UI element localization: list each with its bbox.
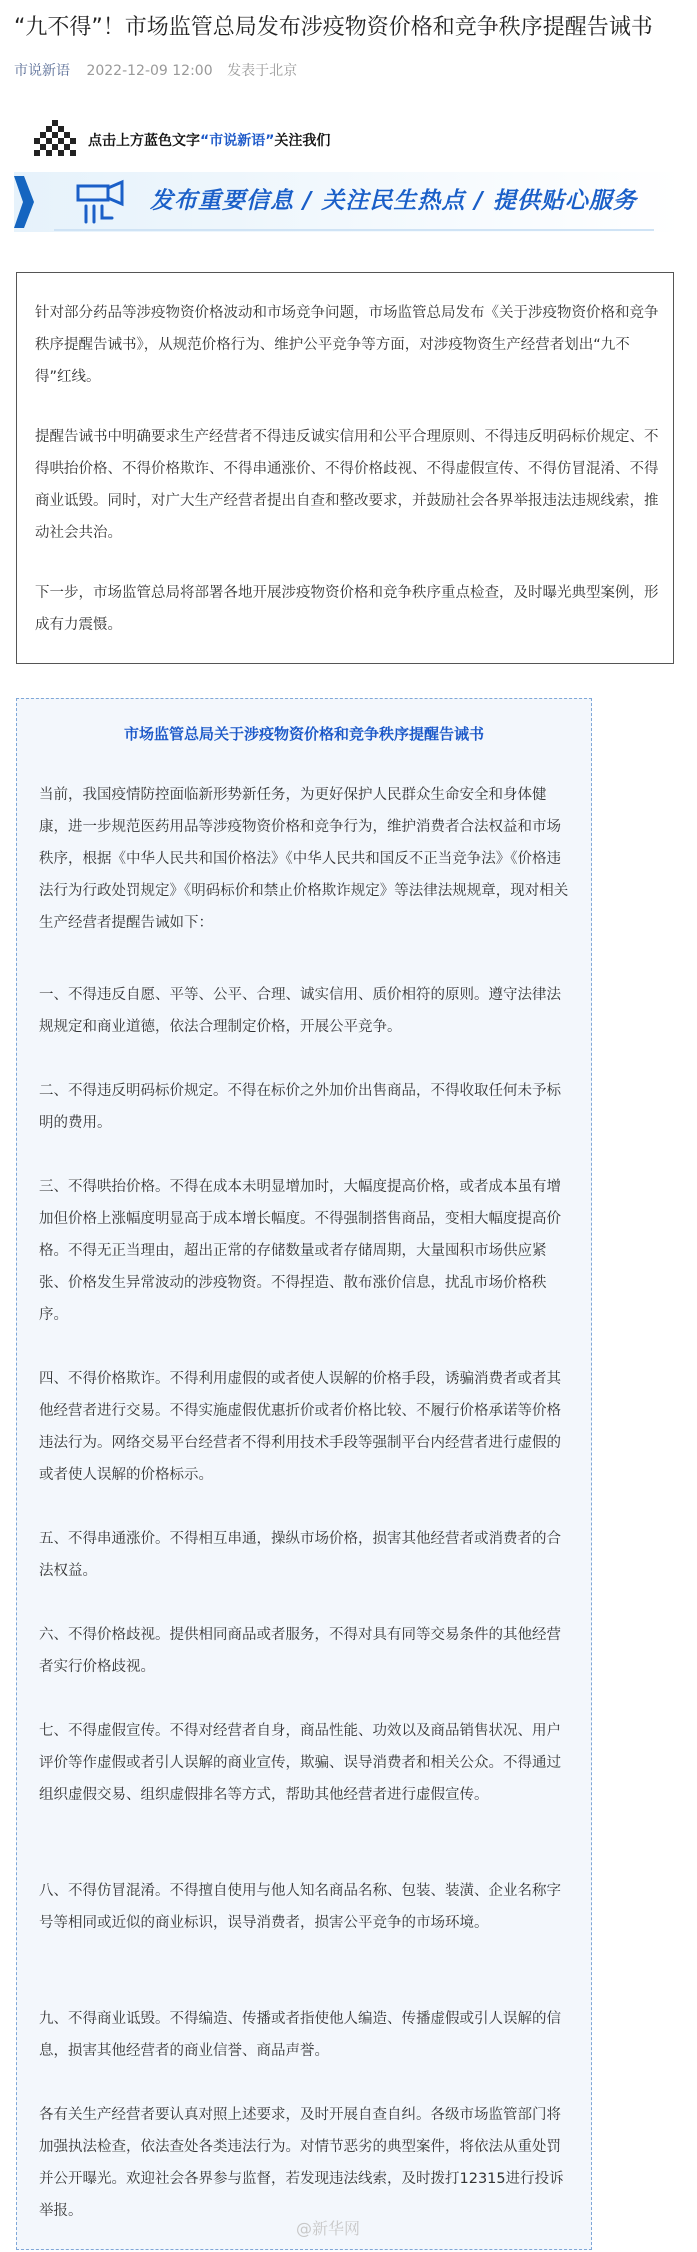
notice-title: 市场监管总局关于涉疫物资价格和竞争秩序提醒告诫书 [123, 725, 484, 743]
notice-paragraph: 二、不得违反明码标价规定。不得在标价之外加价出售商品，不得收取任何未予标明的费用。 [39, 1083, 561, 1131]
follow-text-suffix: 关注我们 [274, 133, 331, 149]
follow-prompt [34, 118, 674, 162]
notice-paragraph: 九、不得商业诋毁。不得编造、传播或者指使他人编造、传播虚假或引人误解的信息，损害其他经营者的商业信誉、商品声誉。 [39, 2011, 561, 2059]
banner-slogan: 发布重要信息 / 关注民生热点 / 提供贴心服务 [150, 188, 637, 214]
notice-paragraph: 三、不得哄抬价格。不得在成本未明显增加时，大幅度提高价格，或者成本虽有增加但价格上涨幅度明显高于成本增长幅度。不得强制搭售商品，变相大幅度提高价格。不得无正当理由，超出正常的存储数量或者存储周期，大量囤积市场供应紧张、价格发生异常波动的涉疫物资。不得捏造、散布涨价信息，扰乱市场价格秩序。 [39, 1179, 561, 1323]
article-title: “九不得”！市场监管总局发布涉疫物资价格和竞争秩序提醒告诫书 [14, 15, 653, 40]
follow-text-prefix: 点击上方蓝色文字 [88, 133, 200, 149]
account-name-link[interactable]: 市说新语 [14, 63, 70, 79]
follow-account-link[interactable]: “市说新语” [200, 133, 275, 149]
megaphone-hand-icon [74, 176, 132, 228]
article-meta [14, 60, 297, 80]
notice-paragraph: 六、不得价格歧视。提供相同商品或者服务，不得对具有同等交易条件的其他经营者实行价格歧视。 [39, 1627, 561, 1675]
follow-text [88, 130, 330, 150]
notice-paragraph: 七、不得虚假宣传。不得对经营者自身，商品性能、功效以及商品销售状况、用户评价等作虚假或者引人误解的商业宣传，欺骗、误导消费者和相关公众。不得通过组织虚假交易、组织虚假排名等方式，帮助其他经营者进行虚假宣传。 [39, 1723, 561, 1803]
summary-box [16, 272, 674, 664]
notice-paragraph: 当前，我国疫情防控面临新形势新任务，为更好保护人民群众生命安全和身体健康，进一步规范医药用品等涉疫物资价格和竞争行为，维护消费者合法权益和市场秩序，根据《中华人民共和国价格法》《中华人民共和国反不正当竞争法》《价格违法行为行政处罚规定》《明码标价和禁止价格欺诈规定》等法律法规规章，现对相关生产经营者提醒告诫如下： [39, 787, 569, 931]
notice-paragraph: 一、不得违反自愿、平等、公平、合理、诚实信用、质价相符的原则。遵守法律法规规定和商业道德，依法合理制定价格，开展公平竞争。 [39, 987, 561, 1035]
slogan-banner [14, 172, 682, 232]
notice-paragraph: 八、不得仿冒混淆。不得擅自使用与他人知名商品名称、包装、装潢、企业名称字号等相同或近似的商业标识，误导消费者，损害公平竞争的市场环境。 [39, 1883, 561, 1931]
account-logo-icon [34, 118, 78, 162]
notice-paragraph: 四、不得价格欺诈。不得利用虚假的或者使人误解的价格手段，诱骗消费者或者其他经营者进行交易。不得实施虚假优惠折价或者价格比较、不履行价格承诺等价格违法行为。网络交易平台经营者不得利用技术手段等强制平台内经营者进行虚假的或者使人误解的价格标示。 [39, 1371, 561, 1483]
notice-paragraph: 五、不得串通涨价。不得相互串通，操纵市场价格，损害其他经营者或消费者的合法权益。 [39, 1531, 561, 1579]
summary-paragraph: 针对部分药品等涉疫物资价格波动和市场竞争问题，市场监管总局发布《关于涉疫物资价格和竞争秩序提醒告诫书》，从规范价格行为、维护公平竞争等方面，对涉疫物资生产经营者划出“九不得”红线。 [35, 305, 659, 385]
notice-paragraph: 各有关生产经营者要认真对照上述要求，及时开展自查自纠。各级市场监管部门将加强执法检查，依法查处各类违法行为。对情节恶劣的典型案件，将依法从重处罚并公开曝光。欢迎社会各界参与监督，若发现违法线索，及时拨打12315进行投诉举报。 [39, 2107, 564, 2219]
summary-paragraph: 下一步，市场监管总局将部署各地开展涉疫物资价格和竞争秩序重点检查，及时曝光典型案例，形成有力震慑。 [35, 585, 659, 633]
notice-box [16, 698, 592, 2250]
summary-paragraph: 提醒告诫书中明确要求生产经营者不得违反诚实信用和公平合理原则、不得违反明码标价规定、不得哄抬价格、不得价格欺诈、不得串通涨价、不得价格歧视、不得虚假宣传、不得仿冒混淆、不得商业诋毁。同时，对广大生产经营者提出自查和整改要求，并鼓励社会各界举报违法违规线索，推动社会共治。 [35, 429, 659, 541]
publish-date: 2022-12-09 12:00 [86, 63, 213, 79]
publish-location: 发表于北京 [227, 63, 298, 79]
watermark-text: @新华网 [296, 2219, 361, 2238]
